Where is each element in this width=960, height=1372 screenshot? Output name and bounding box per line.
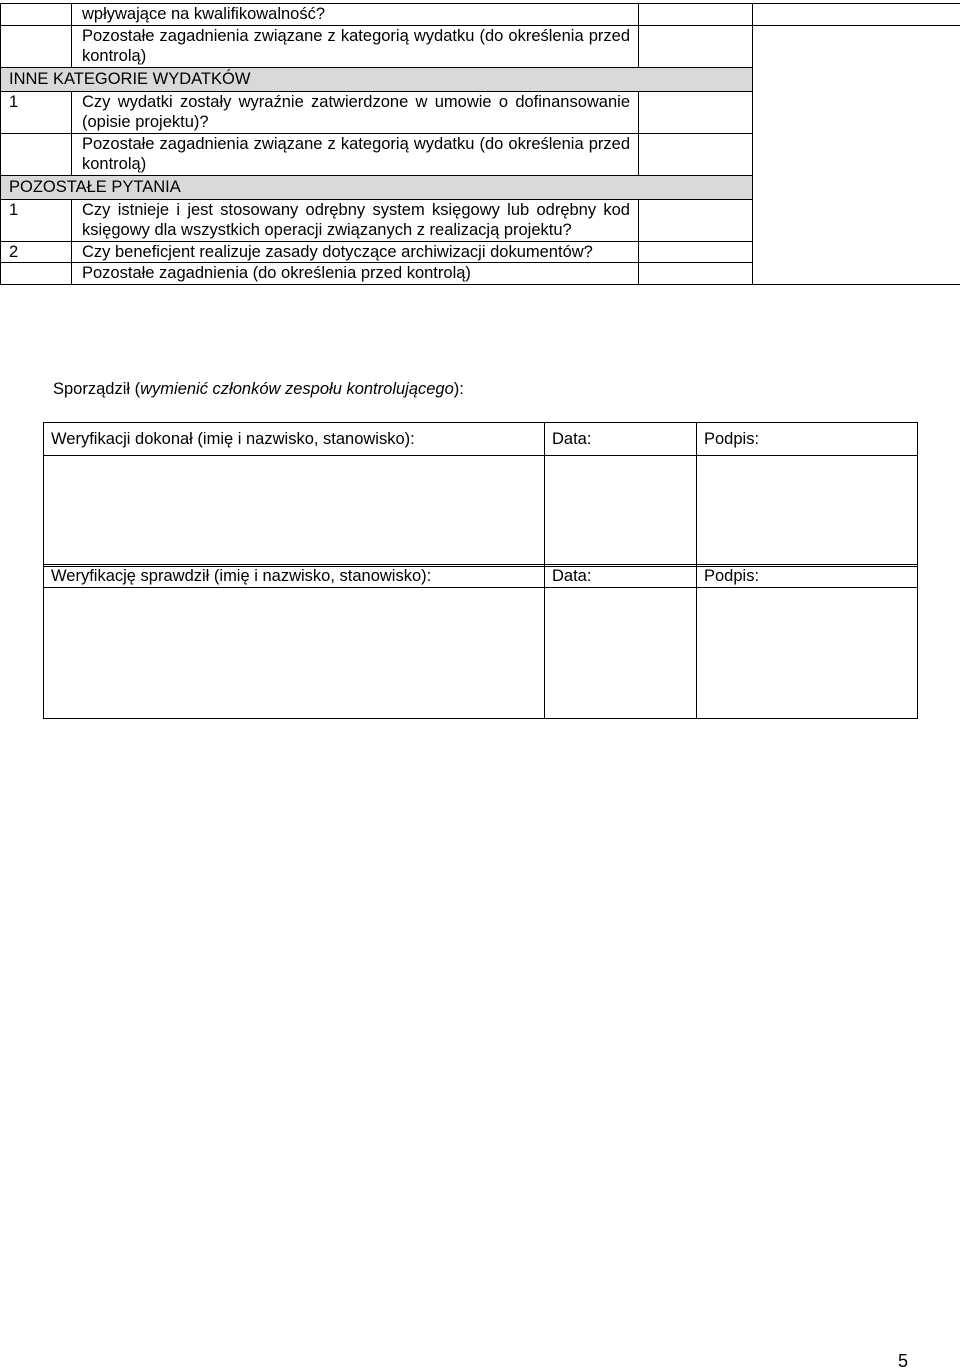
signature-field[interactable] — [697, 456, 918, 567]
date-label: Data: — [545, 423, 697, 456]
verification-table — [43, 422, 918, 567]
row-number-cell: 2 — [1, 241, 72, 263]
signature-field[interactable] — [697, 588, 918, 719]
question-cell: wpływające na kwalifikowalność? — [72, 4, 639, 26]
verification-entry-row — [44, 456, 918, 567]
verification-check-table — [43, 564, 918, 719]
question-cell: Czy beneficjent realizuje zasady dotyczące archiwizacji dokumentów? — [72, 241, 639, 263]
notes-cell — [753, 4, 960, 26]
answer-cell — [639, 241, 753, 263]
answer-cell — [639, 25, 753, 67]
signature-label: Podpis: — [697, 565, 918, 588]
row-number-cell — [1, 133, 72, 175]
notes-cell — [753, 25, 960, 284]
checker-label: Weryfikację sprawdził (imię i nazwisko, stanowisko): — [44, 565, 545, 588]
page-number: 5 — [898, 1351, 908, 1372]
prepared-by-prefix: Sporządził ( — [53, 380, 140, 398]
checklist-table — [0, 3, 960, 285]
row-number-cell: 1 — [1, 199, 72, 241]
answer-cell — [639, 91, 753, 133]
table-row — [1, 25, 960, 67]
date-label: Data: — [545, 565, 697, 588]
question-cell: Pozostałe zagadnienia związane z kategorią wydatku (do określenia przed kontrolą) — [72, 133, 639, 175]
date-field[interactable] — [545, 456, 697, 567]
verifier-name-field[interactable] — [44, 456, 545, 567]
verification-header-row — [44, 423, 918, 456]
question-cell: Pozostałe zagadnienia (do określenia przed kontrolą) — [72, 263, 639, 285]
question-cell: Pozostałe zagadnienia związane z kategorią wydatku (do określenia przed kontrolą) — [72, 25, 639, 67]
row-number-cell: 1 — [1, 91, 72, 133]
answer-cell — [639, 4, 753, 26]
prepared-by-instruction: wymienić członków zespołu kontrolującego — [140, 380, 454, 398]
section-title: POZOSTAŁE PYTANIA — [1, 175, 753, 199]
signature-label: Podpis: — [697, 423, 918, 456]
verification-entry-row — [44, 588, 918, 719]
verification-header-row — [44, 565, 918, 588]
prepared-by-suffix: ): — [454, 380, 464, 398]
row-number-cell — [1, 25, 72, 67]
verifier-label: Weryfikacji dokonał (imię i nazwisko, stanowisko): — [44, 423, 545, 456]
row-number-cell — [1, 4, 72, 26]
date-field[interactable] — [545, 588, 697, 719]
answer-cell — [639, 133, 753, 175]
answer-cell — [639, 199, 753, 241]
prepared-by-line — [53, 379, 464, 400]
answer-cell — [639, 263, 753, 285]
question-cell: Czy istnieje i jest stosowany odrębny system księgowy lub odrębny kod księgowy dla wszystkich operacji związanych z realizacją projektu? — [72, 199, 639, 241]
section-title: INNE KATEGORIE WYDATKÓW — [1, 67, 753, 91]
checker-name-field[interactable] — [44, 588, 545, 719]
question-cell: Czy wydatki zostały wyraźnie zatwierdzone w umowie o dofinansowanie (opisie projektu)? — [72, 91, 639, 133]
table-row — [1, 4, 960, 26]
row-number-cell — [1, 263, 72, 285]
